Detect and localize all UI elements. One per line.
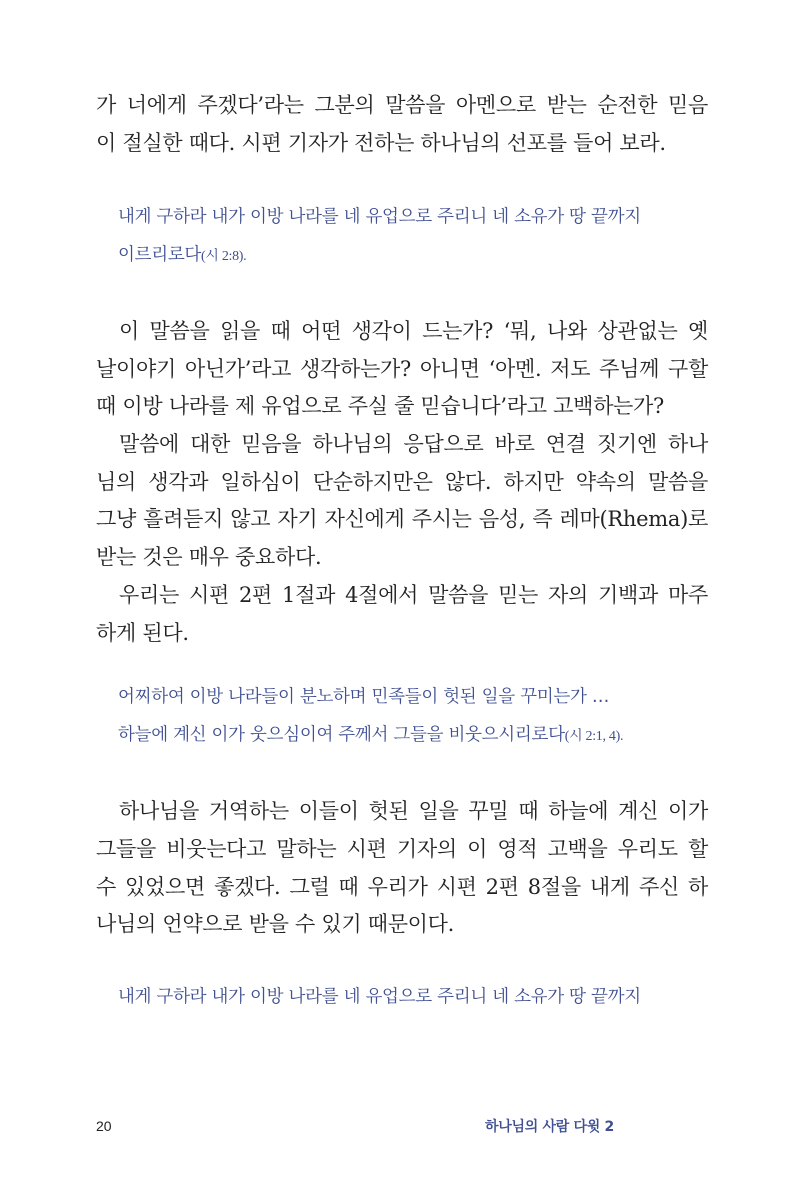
paragraph-3-line-3: 그냥 흘려듣지 않고 자기 자신에게 주시는 음성, 즉 레마(Rhema)로: [96, 507, 708, 531]
paragraph-4-line-2: 하게 된다.: [96, 621, 189, 645]
scripture-quote-1-text: 이르리로다: [118, 245, 202, 265]
paragraph-5-line-3: 수 있었으면 좋겠다. 그럴 때 우리가 시편 2편 8절을 내게 주신 하: [96, 875, 708, 899]
paragraph-3-line-1: 말씀에 대한 믿음을 하나님의 응답으로 바로 연결 짓기엔 하나: [119, 432, 708, 456]
paragraph-2-line-2: 날이야기 아닌가’라고 생각하는가? 아니면 ‘아멘. 저도 주님께 구할: [96, 357, 708, 381]
paragraph-5-line-1: 하나님을 거역하는 이들이 헛된 일을 꾸밀 때 하늘에 계신 이가: [119, 799, 708, 823]
scripture-reference: (시 2:8).: [201, 249, 247, 264]
scripture-quote-2-line-1: 어찌하여 이방 나라들이 분노하며 민족들이 헛된 일을 꾸미는가 …: [118, 687, 610, 707]
paragraph-1-line-2: 이 절실한 때다. 시편 기자가 전하는 하나님의 선포를 들어 보라.: [96, 131, 666, 155]
scripture-quote-3-line-1: 내게 구하라 내가 이방 나라를 네 유업으로 주리니 네 소유가 땅 끝까지: [118, 987, 641, 1007]
paragraph-5-line-4: 나님의 언약으로 받을 수 있기 때문이다.: [96, 912, 455, 936]
paragraph-2-line-3: 때 이방 나라를 제 유업으로 주실 줄 믿습니다’라고 고백하는가?: [96, 394, 664, 418]
scripture-quote-2-line-2: [118, 723, 623, 749]
paragraph-1-line-1: 가 너에게 주겠다’라는 그분의 말씀을 아멘으로 받는 순전한 믿음: [96, 93, 708, 117]
paragraph-3-line-4: 받는 것은 매우 중요하다.: [96, 545, 322, 569]
scripture-quote-1-line-1: 내게 구하라 내가 이방 나라를 네 유업으로 주리니 네 소유가 땅 끝까지: [118, 207, 641, 227]
paragraph-4-line-1: 우리는 시편 2편 1절과 4절에서 말씀을 믿는 자의 기백과 마주: [119, 583, 708, 607]
paragraph-2-line-1: 이 말씀을 읽을 때 어떤 생각이 드는가? ‘뭐, 나와 상관없는 옛: [119, 319, 708, 343]
scripture-quote-1-line-2: [118, 243, 246, 269]
paragraph-5-line-2: 그들을 비웃는다고 말하는 시편 기자의 이 영적 고백을 우리도 할: [96, 837, 708, 861]
scripture-quote-2-text: 하늘에 계신 이가 웃으심이여 주께서 그들을 비웃으시리로다: [118, 725, 565, 745]
running-header-book-title: 하나님의 사람 다윗 2: [485, 1119, 614, 1135]
page-number: 20: [96, 1118, 112, 1134]
paragraph-3-line-2: 님의 생각과 일하심이 단순하지만은 않다. 하지만 약속의 말씀을: [96, 470, 708, 494]
scripture-reference: (시 2:1, 4).: [564, 729, 624, 744]
